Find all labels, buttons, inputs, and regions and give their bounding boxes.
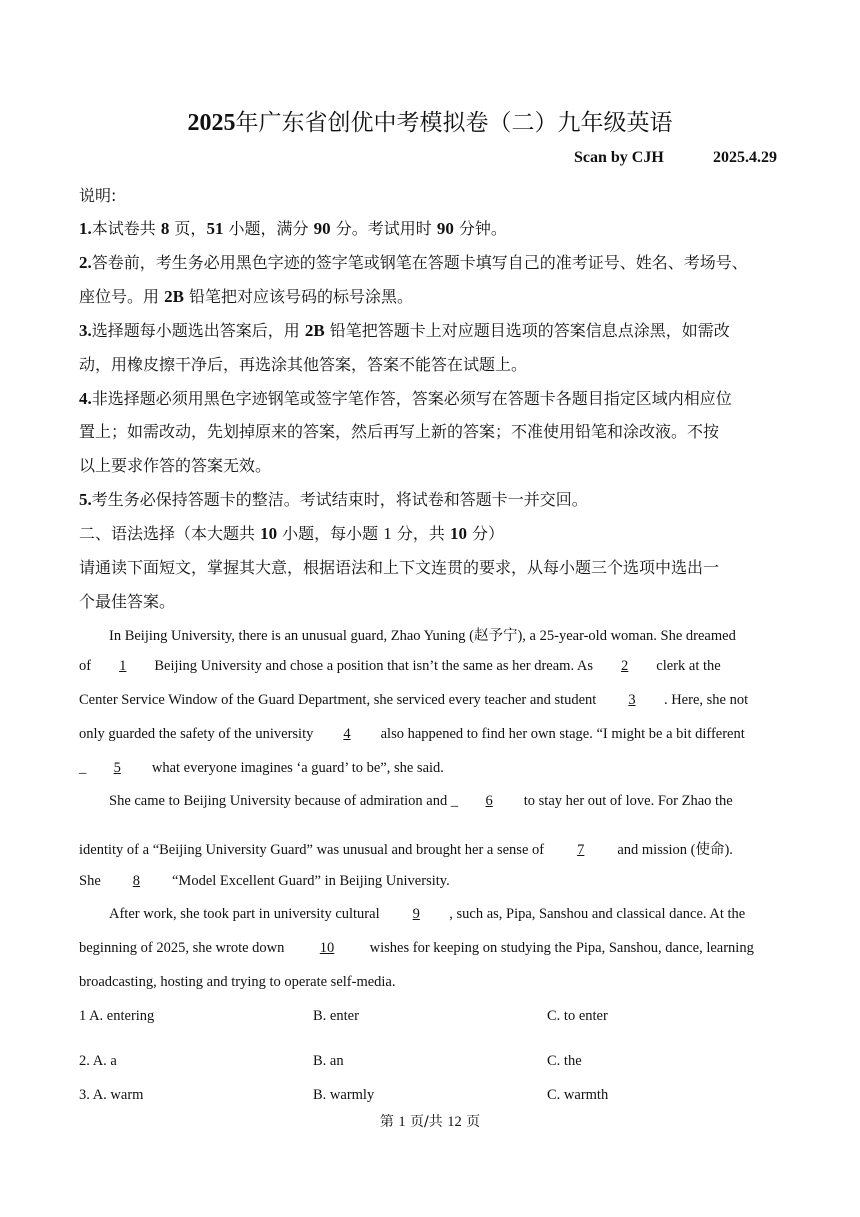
blank-1: 1 — [119, 658, 127, 674]
instruction-3-line1: 3.选择题每小题选出答案后，用 2B 铅笔把答题卡上对应题目选项的答案信息点涂黑，如需改 — [79, 321, 730, 340]
passage-line: In Beijing University, there is an unusual guard, Zhao Yuning (赵予宁), a 25-year-old woman. She dreamed — [109, 628, 736, 644]
instruction-2-line1: 2.答卷前，考生务必用黑色字迹的签字笔或钢笔在答题卡填写自己的准考证号、姓名、考场号、 — [79, 253, 748, 272]
title-year: 2025 — [187, 110, 236, 136]
instruction-3-line2: 动，用橡皮擦干净后，再选涂其他答案，答案不能答在试题上。 — [79, 355, 528, 374]
passage-line: broadcasting, hosting and trying to operate self-media. — [79, 974, 396, 990]
passage-line: After work, she took part in university cultural 9 , such as, Pipa, Sanshou and classical dance. At the — [109, 906, 746, 922]
scan-credit: Scan by CJH — [574, 149, 664, 166]
passage-line: _ 5 what everyone imagines ‘a guard’ to be”, she said. — [79, 760, 444, 776]
section-heading: 二、语法选择（本大题共 10 小题，每小题 1 分，共 10 分） — [79, 524, 505, 543]
instruction-1: 1.本试卷共 8 页，51 小题，满分 90 分。考试用时 90 分钟。 — [79, 219, 507, 238]
passage-line: Center Service Window of the Guard Department, she serviced every teacher and student 3 . Here, she not — [79, 692, 749, 708]
page-number: 1 — [398, 1114, 406, 1130]
blank-6: 6 — [485, 793, 493, 809]
instruction-2-line2: 座位号。用 2B 铅笔把对应该号码的标号涂黑。 — [79, 287, 414, 306]
blank-3: 3 — [628, 692, 636, 708]
blank-7: 7 — [577, 842, 585, 858]
passage-line: of 1 Beijing University and chose a position that isn’t the same as her dream. As 2 clerk at the — [79, 658, 721, 674]
option-1-b: B. enter — [313, 1008, 359, 1024]
option-1-a: 1 A. entering — [79, 1008, 155, 1024]
instruction-4-line3: 以上要求作答的答案无效。 — [79, 456, 272, 475]
option-1-c: C. to enter — [547, 1008, 608, 1024]
option-2-a: 2. A. a — [79, 1053, 117, 1069]
instruction-4-line2: 置上；如需改动，先划掉原来的答案，然后再写上新的答案；不准使用铅笔和涂改液。不按 — [79, 422, 720, 441]
option-3-c: C. warmth — [547, 1087, 609, 1103]
page-title — [0, 104, 860, 137]
instruction-5: 5.考生务必保持答题卡的整洁。考试结束时，将试卷和答题卡一并交回。 — [79, 490, 588, 509]
instruction-4-line1: 4.非选择题必须用黑色字迹钢笔或签字笔作答，答案必须写在答题卡各题目指定区域内相应位 — [79, 389, 732, 408]
passage-line: She 8 “Model Excellent Guard” in Beijing University. — [79, 873, 450, 889]
option-2-b: B. an — [313, 1053, 344, 1069]
instructions-heading: 说明: — [79, 186, 117, 205]
blank-4: 4 — [343, 726, 351, 742]
passage-line: only guarded the safety of the university 4 also happened to find her own stage. “I might be a bit different — [79, 726, 745, 742]
option-2-c: C. the — [547, 1053, 582, 1069]
blank-5: 5 — [113, 760, 121, 776]
section-direction-line1: 请通读下面短文，掌握其大意，根据语法和上下文连贯的要求，从每小题三个选项中选出一 — [79, 558, 720, 577]
passage-line: She came to Beijing University because of admiration and _ 6 to stay her out of love. For Zhao the — [109, 793, 733, 809]
blank-10: 10 — [319, 940, 335, 956]
passage-line: identity of a “Beijing University Guard” was unusual and brought her a sense of 7 and mission (使命). — [79, 842, 733, 858]
option-3-a: 3. A. warm — [79, 1087, 144, 1103]
scan-date: 2025.4.29 — [713, 149, 777, 166]
title-text: 年广东省创优中考模拟卷（二）九年级英语 — [235, 110, 673, 136]
blank-9: 9 — [412, 906, 420, 922]
blank-8: 8 — [132, 873, 140, 889]
section-direction-line2: 个最佳答案。 — [79, 592, 176, 611]
page-footer: 第 1 页/共 12 页 — [379, 1114, 481, 1130]
passage-line: beginning of 2025, she wrote down 10 wishes for keeping on studying the Pipa, Sanshou, dance, learning — [79, 940, 754, 956]
blank-2: 2 — [621, 658, 629, 674]
option-3-b: B. warmly — [313, 1087, 375, 1103]
page-total: 12 — [447, 1114, 462, 1130]
